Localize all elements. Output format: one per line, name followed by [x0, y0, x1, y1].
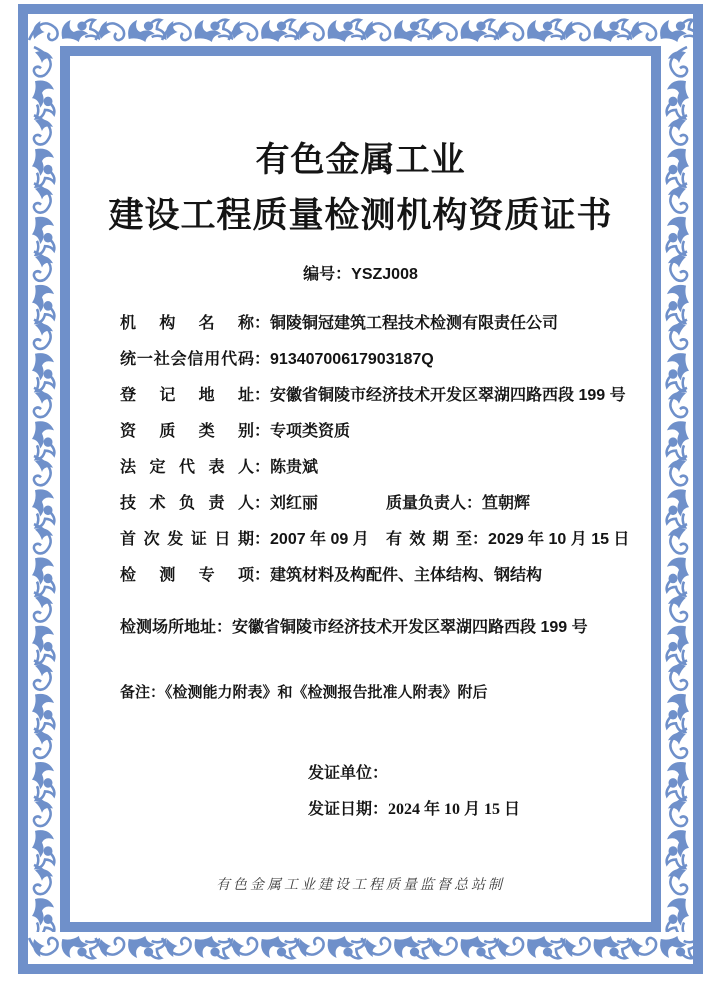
serial-colon: ：	[335, 265, 352, 283]
remarks-line: 备注：《检测能力附表》和《检测报告批准人附表》附后	[120, 683, 488, 701]
field-label: 统一社会信用代码	[120, 350, 254, 368]
field-label: 检测场所地址	[120, 618, 217, 636]
issue-block	[70, 756, 651, 828]
issue-date-label: 发证日期	[308, 800, 373, 818]
remarks-label: 备注	[120, 683, 151, 701]
certificate-content	[70, 56, 651, 922]
field-value2: 2029 年 10 月 15 日	[488, 530, 630, 548]
border-ornament-left-icon	[28, 46, 60, 932]
field-credit-code: 统一社会信用代码：91340700617903187Q	[120, 342, 609, 378]
field-first-issue-and-validity: 首次发证日期：2007 年 09 月 有效期至：2029 年 10 月 15 日	[120, 522, 609, 558]
field-value: 安徽省铜陵市经济技术开发区翠湖四路西段 199 号	[232, 618, 588, 636]
field-value: 建筑材料及构配件、主体结构、钢结构	[270, 566, 543, 584]
field-registered-address: 登记地址：安徽省铜陵市经济技术开发区翠湖四路西段 199 号	[120, 378, 609, 414]
decorative-border	[18, 4, 703, 974]
certificate-fields	[70, 306, 651, 594]
field-org-name: 机构名称：铜陵铜冠建筑工程技术检测有限责任公司	[120, 306, 609, 342]
field-value: 2007 年 09 月	[270, 530, 369, 548]
issue-date-value: 2024 年 10 月 15 日	[388, 800, 521, 818]
serial-number-line	[70, 261, 651, 284]
certificate-title-line1: 有色金属工业	[255, 141, 466, 179]
field-label: 资质类别	[120, 422, 254, 440]
inner-border	[60, 46, 661, 932]
remarks-value: 《检测能力附表》和《检测报告批准人附表》附后	[165, 683, 488, 701]
field-value: 陈贵斌	[270, 458, 319, 476]
issue-date-line: 发证日期：2024 年 10 月 15 日	[308, 800, 521, 818]
serial-label: 编号	[303, 265, 336, 283]
border-ornament-right-icon	[661, 46, 693, 932]
field-label: 机构名称	[120, 314, 254, 332]
issuing-unit-line: 发证单位：	[308, 764, 389, 782]
border-ornament-top-icon	[28, 14, 693, 46]
issuing-unit-label: 发证单位	[308, 764, 373, 782]
field-label: 登记地址	[120, 386, 254, 404]
field-inspection-specialties: 检测专项：建筑材料及构配件、主体结构、钢结构	[120, 558, 609, 594]
serial-value: YSZJ008	[351, 265, 418, 283]
certificate-title-line2: 建设工程质量检测机构资质证书	[108, 195, 613, 235]
field-value: 铜陵铜冠建筑工程技术检测有限责任公司	[270, 314, 559, 332]
field-label2: 有效期至	[386, 530, 472, 548]
field-legal-representative: 法定代表人：陈贵斌	[120, 450, 609, 486]
field-label: 检测专项	[120, 566, 254, 584]
field-value: 安徽省铜陵市经济技术开发区翠湖四路西段 199 号	[270, 386, 626, 404]
field-technical-and-quality-director: 技术负责人：刘红丽 质量负责人：笪朝辉	[120, 486, 609, 522]
border-ornament-bottom-icon	[28, 932, 693, 964]
field-label2: 质量负责人	[386, 494, 467, 512]
field-value: 91340700617903187Q	[270, 350, 434, 368]
field-label: 法定代表人	[120, 458, 254, 476]
field-inspection-site-address: 检测场所地址：安徽省铜陵市经济技术开发区翠湖四路西段 199 号	[120, 618, 588, 636]
field-label: 首次发证日期	[120, 530, 254, 548]
field-qualification-category: 资质类别：专项类资质	[120, 414, 609, 450]
field-value2: 笪朝辉	[482, 494, 531, 512]
field-value: 刘红丽	[270, 494, 319, 512]
field-label: 技术负责人	[120, 494, 254, 512]
field-value: 专项类资质	[270, 422, 351, 440]
issuing-authority-imprint: 有色金属工业建设工程质量监督总站制	[216, 877, 505, 893]
